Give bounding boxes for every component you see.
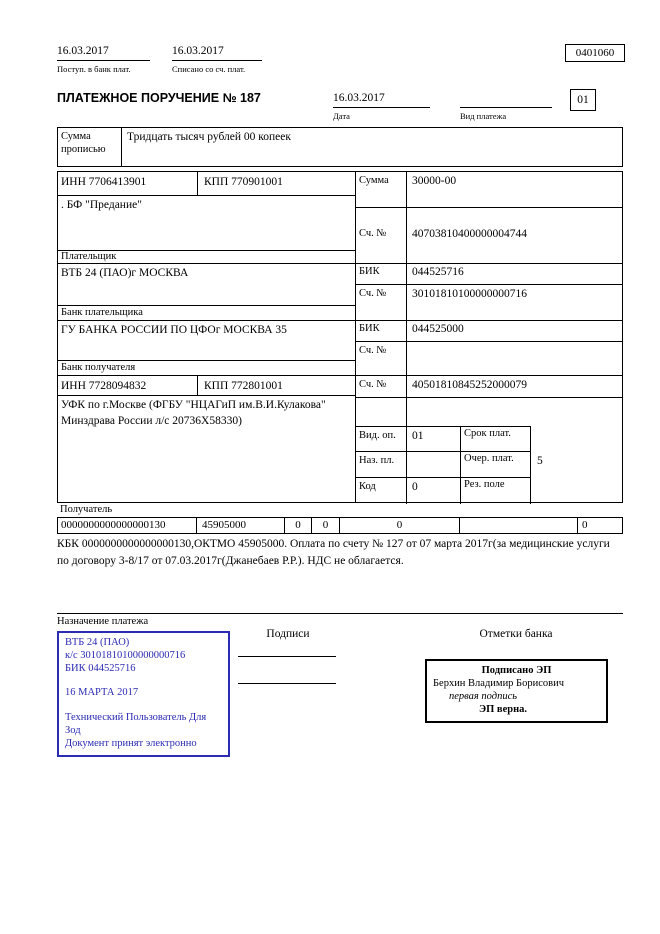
payment-purpose-code-row — [356, 452, 622, 478]
document-number-cell: 0 — [340, 518, 460, 533]
payer-account-row — [356, 208, 622, 264]
sum-label: Сумма — [356, 172, 407, 207]
code-value: 0 — [407, 478, 461, 504]
op-type-value: 01 — [407, 426, 461, 452]
code-row — [356, 478, 622, 504]
payee-bank-bik-label: БИК — [356, 321, 407, 341]
kbk-cell: 0000000000000000130 — [58, 518, 197, 533]
purpose-label: Назначение платежа — [57, 616, 149, 627]
payee-label: Получатель — [60, 504, 113, 515]
payee-bank-label: Банк получателя — [58, 361, 355, 376]
signatures-label: Подписи — [266, 628, 310, 640]
payee-account: 40501810845252000079 — [412, 379, 527, 391]
payer-account: 40703810400000004744 — [412, 228, 527, 240]
signature-line-2 — [238, 668, 336, 684]
amount-in-words-label: Сумма прописью — [58, 128, 122, 166]
payer-bank-label: Банк плательщика — [58, 306, 355, 321]
payer-bank-name: ВТБ 24 (ПАО)г МОСКВА — [58, 264, 355, 306]
reserve-field-value — [531, 478, 622, 504]
payer-bank-account-label: Сч. № — [356, 285, 407, 320]
payer-kpp: КПП 770901001 — [204, 176, 283, 188]
document-date-cell — [460, 518, 578, 533]
payment-kind-label: Вид платежа — [460, 111, 507, 121]
priority-value: 5 — [537, 455, 543, 467]
payee-bank-account-label: Сч. № — [356, 342, 407, 375]
payee-kpp: КПП 772801001 — [204, 380, 283, 392]
payer-bank-bik-label: БИК — [356, 264, 407, 284]
status-code-box: 01 — [570, 89, 596, 111]
payee-bank-account — [407, 342, 622, 375]
accounts-column — [356, 172, 622, 502]
debited-date: 16.03.2017 — [172, 45, 262, 61]
electronic-signature-stamp — [425, 659, 608, 723]
payment-term-value — [531, 426, 622, 452]
payer-bank-account-row — [356, 285, 622, 321]
payer-bank-bik-row — [356, 264, 622, 285]
stamp-date: 16 МАРТА 2017 — [65, 687, 139, 699]
payee-account-label: Сч. № — [356, 376, 407, 397]
priority-label: Очер. плат. — [461, 452, 531, 478]
payer-bank-account: 30101810100000000716 — [412, 288, 527, 300]
tax-period-cell: 0 — [312, 518, 340, 533]
signature-line-1 — [238, 641, 336, 657]
parties-column — [58, 172, 356, 502]
payee-bank-name: ГУ БАНКА РОССИИ ПО ЦФОг МОСКВА 35 — [58, 321, 355, 361]
payment-kind-underline — [460, 92, 552, 108]
document-title: ПЛАТЕЖНОЕ ПОРУЧЕНИЕ № 187 — [57, 91, 261, 105]
purpose-text: КБК 0000000000000000130,ОКТМО 45905000. Оплата по счету № 127 от 07 марта 2017г(за медицинские услуги по договору 3-8/17 от 07.03.2017г(Джанебаев Р.Р.). НДС не облагается. — [57, 538, 610, 567]
ep-stamp-signer-role: первая подпись — [449, 691, 518, 703]
payment-type-cell: 0 — [582, 519, 588, 531]
spacer-value-cell — [407, 398, 622, 426]
ep-stamp-validity: ЭП верна. — [479, 704, 528, 716]
reserve-field-label: Рез. поле — [461, 478, 531, 504]
debited-date-label: Списано со сч. плат. — [172, 64, 246, 74]
payer-label: Плательщик — [58, 251, 355, 264]
payer-bank-bik: 044525716 — [412, 266, 464, 278]
amount-section — [57, 127, 623, 167]
bank-acceptance-stamp — [57, 631, 230, 757]
payee-inn: ИНН 7728094832 — [58, 376, 198, 395]
stamp-note: Документ принят электронно — [65, 737, 197, 749]
code-label: Код — [356, 478, 407, 504]
payer-name: . БФ "Предание" — [58, 196, 355, 251]
payer-account-label: Сч. № — [356, 208, 407, 263]
payer-inn-kpp-row — [58, 172, 355, 196]
document-date-label: Дата — [333, 111, 350, 121]
received-date: 16.03.2017 — [57, 45, 150, 61]
stamp-bank-name: ВТБ 24 (ПАО) — [65, 637, 130, 648]
payer-inn: ИНН 7706413901 — [58, 172, 198, 195]
purpose-code-value — [407, 452, 461, 478]
stamp-bik: БИК 044525716 — [65, 663, 136, 675]
payment-basis-cell: 0 — [285, 518, 312, 533]
operation-details-table — [356, 426, 622, 504]
document-date: 16.03.2017 — [333, 92, 430, 108]
ep-stamp-title: Подписано ЭП — [481, 665, 552, 676]
ep-stamp-signer-name: Берхин Владимир Борисович — [433, 678, 564, 690]
payment-term-label: Срок плат. — [461, 426, 531, 452]
sum-value: 30000-00 — [412, 175, 457, 187]
sum-row — [356, 172, 622, 208]
payee-bank-bik-row — [356, 321, 622, 342]
op-type-label: Вид. оп. — [356, 426, 407, 452]
purpose-underline — [57, 613, 623, 614]
payment-table — [57, 171, 623, 503]
spacer-row — [356, 398, 622, 426]
received-date-label: Поступ. в банк плат. — [57, 64, 131, 74]
payee-inn-kpp-row — [58, 376, 355, 396]
payee-bank-account-row — [356, 342, 622, 376]
spacer-label-cell — [356, 398, 407, 426]
payee-name: УФК по г.Москве (ФГБУ "НЦАГиП им.В.И.Кулакова" Минздрава России л/с 20736X58330) — [61, 399, 326, 427]
payee-bank-bik: 044525000 — [412, 323, 464, 335]
amount-in-words: Тридцать тысяч рублей 00 копеек — [127, 131, 291, 143]
stamp-corr-account: к/с 30101810100000000716 — [65, 650, 186, 662]
bank-marks-label: Отметки банка — [479, 628, 553, 640]
tax-fields-row — [57, 517, 623, 534]
purpose-code-label: Наз. пл. — [356, 452, 407, 478]
payee-account-row — [356, 376, 622, 398]
oktmo-cell: 45905000 — [197, 518, 285, 533]
stamp-user: Технический Пользователь Для Зод — [65, 711, 207, 736]
form-code-box: 0401060 — [565, 44, 625, 62]
op-type-row — [356, 426, 622, 452]
